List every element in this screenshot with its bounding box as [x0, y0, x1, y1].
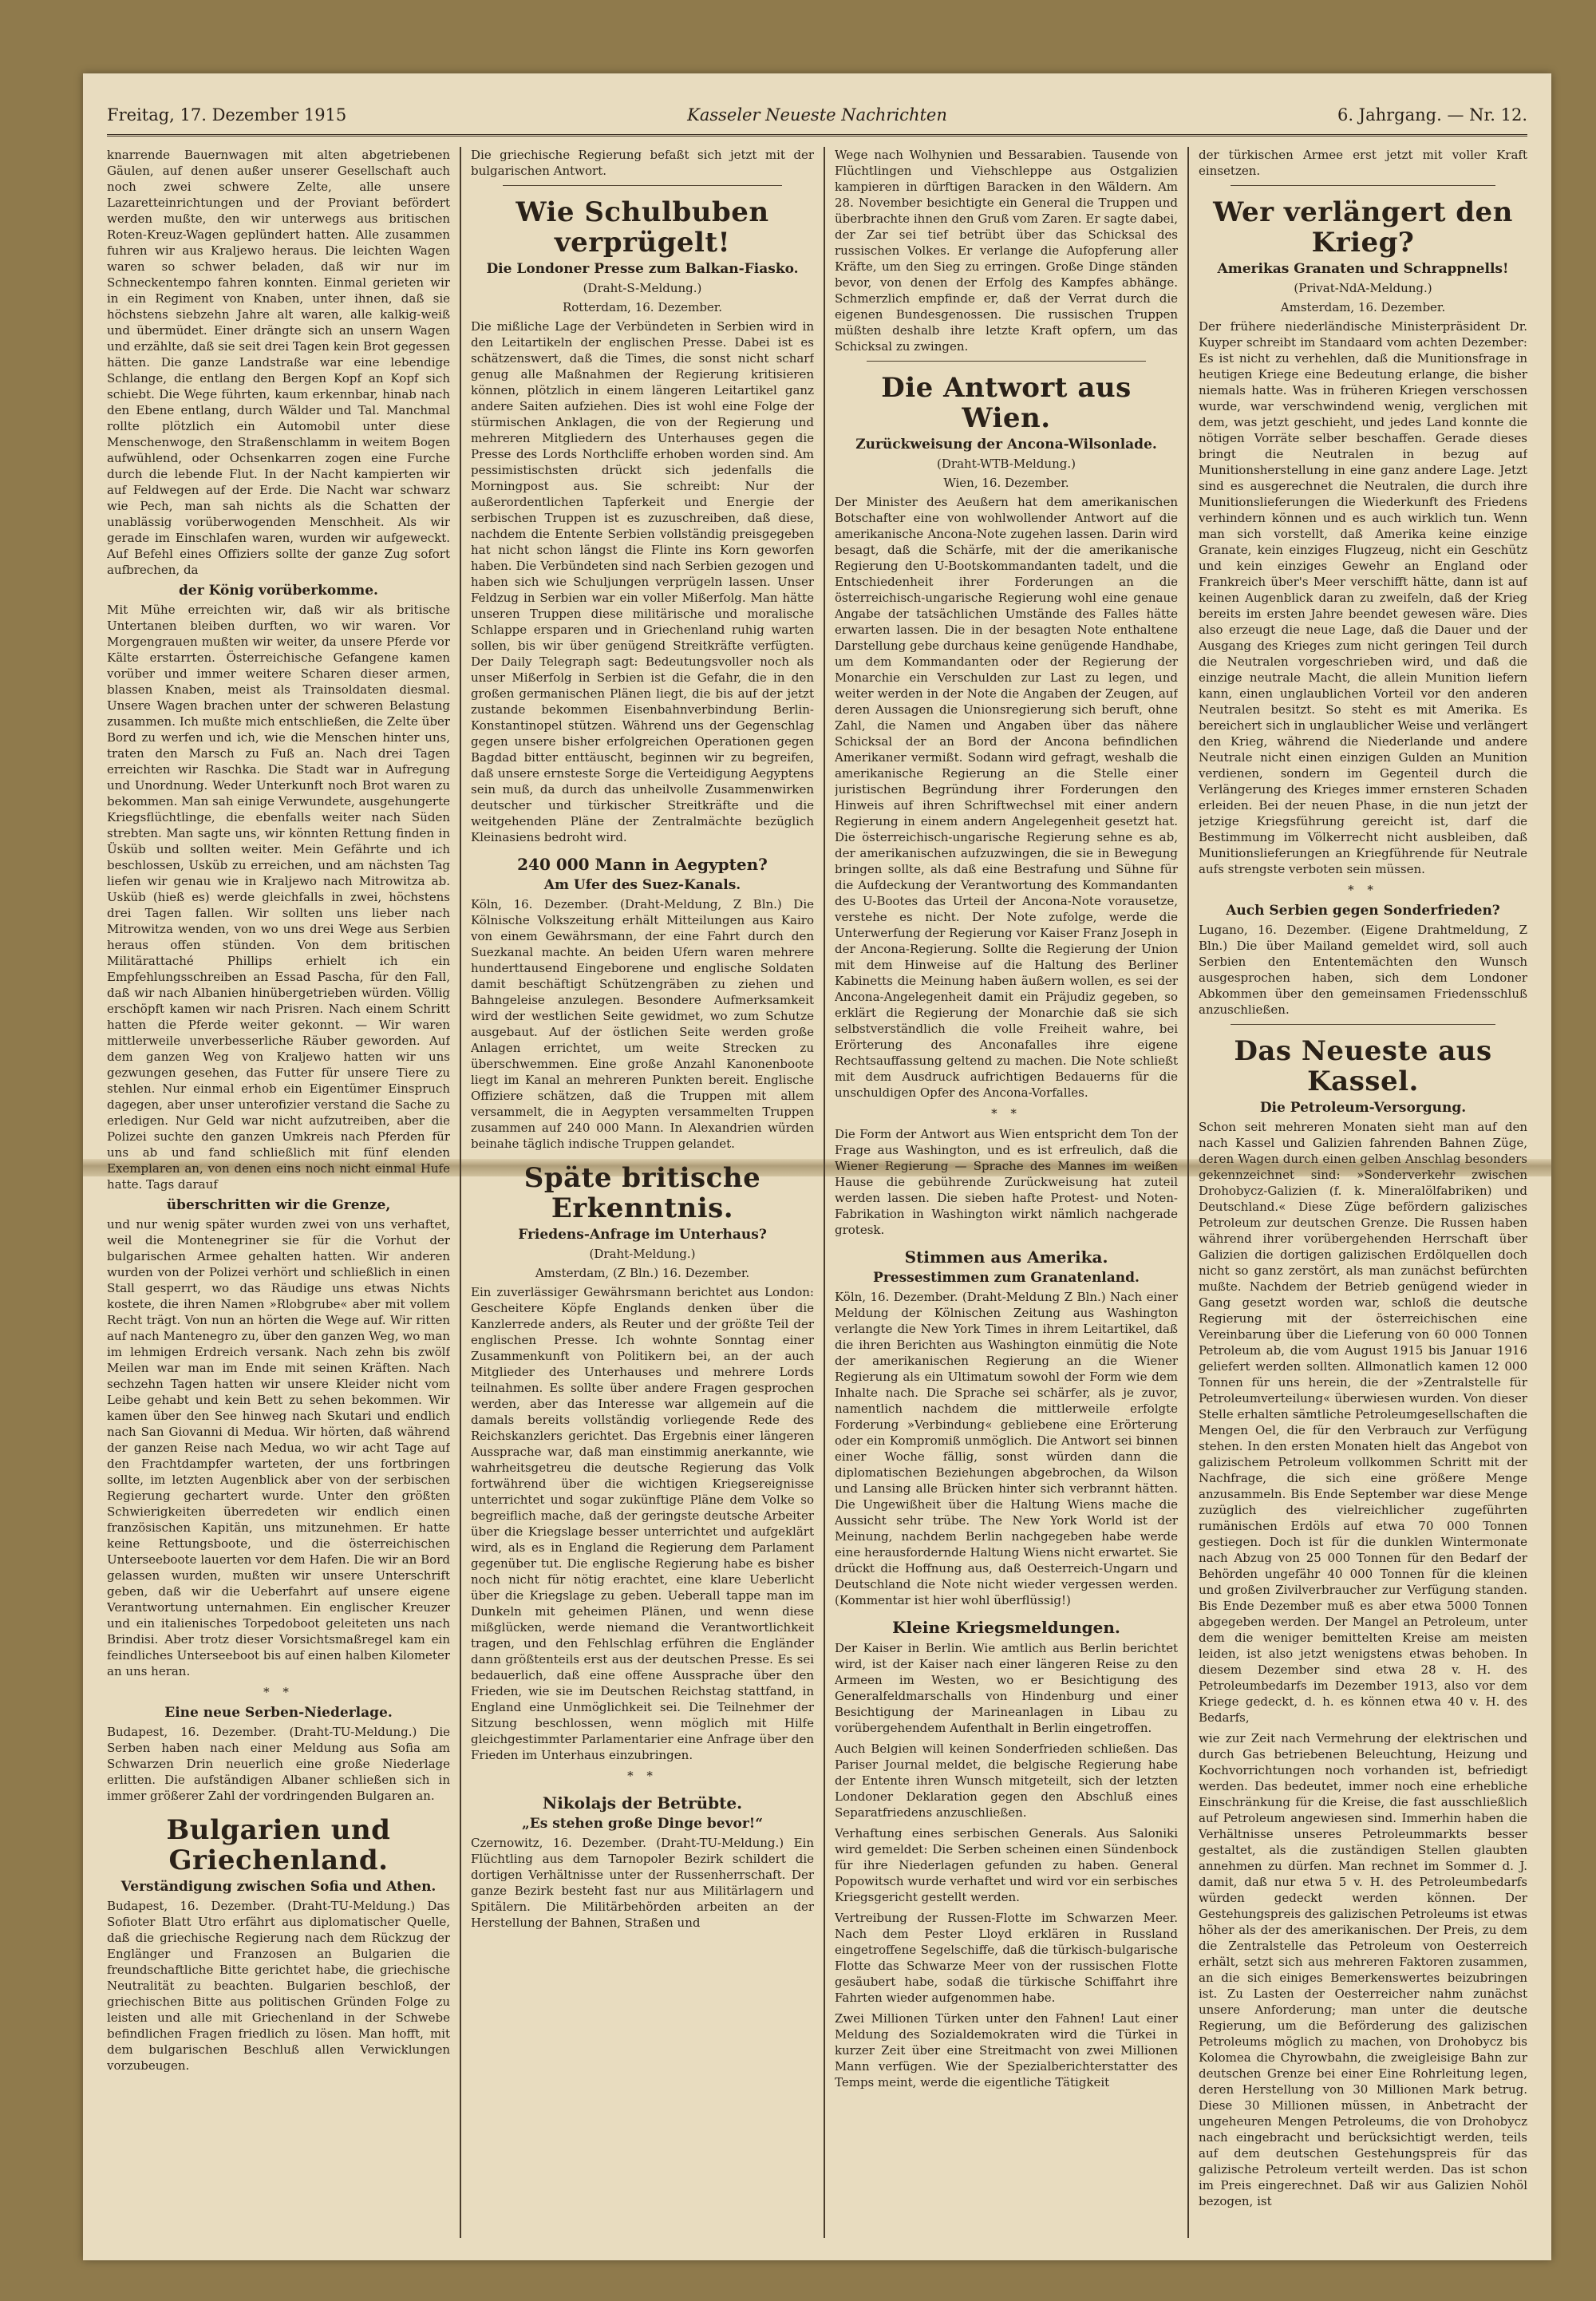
- source-line: (Draht-WTB-Meldung.): [937, 457, 1076, 471]
- article-headline: Stimmen aus Amerika.: [904, 1247, 1108, 1267]
- column-2: [471, 147, 814, 2238]
- article-headline: Bulgarien und Griechenland.: [166, 1814, 391, 1876]
- article-headline: Späte britische Erkenntnis.: [523, 1162, 761, 1224]
- dateline: Rotterdam, 16. Dezember.: [562, 300, 723, 314]
- column-rule: [460, 147, 461, 2238]
- separator-stars: * *: [1348, 883, 1378, 897]
- article-headline: 240 000 Mann in Aegypten?: [517, 855, 768, 874]
- article-subheadline: Verständigung zwischen Sofia und Athen.: [120, 1879, 437, 1895]
- article-text: Verhaftung eines serbischen Generals. Aus Saloniki wird gemeldet: Die Serben scheinen einen Sündenbock für ihre Niederlagen gefunden zu haben. General Popowitsch wurde verhaftet und wird vor ein serbisches Kriegsgericht gestellt werden.: [835, 1826, 1178, 1904]
- article-text: Der Minister des Aeußern hat dem amerikanischen Botschafter eine von wohlwollender Antwort auf die amerikanische Ancona-Note zugehen lassen. Darin wird besagt, daß die Schärfe, mit der die amerikanische Regierung den U-Bootskommandanten tadelt, und die Entschiedenheit ihrer Forderungen an die österreichisch-ungarische Regierung wohl eine genaue Angabe der tatsächlichen Umstände des Falles hätte erwarten lassen. Die in der besagten Note enthaltene Darstellung gebe durchaus keine genügende Handhabe, um dem Kommandanten oder der Regierung der Monarchie ein Verschulden zur Last zu legen, und weiter werden in der Note die Angaben der Zeugen, auf deren Aussagen die Unionsregierung sich beruft, ohne Zahl, die Namen und Angaben über das nähere Schicksal der an Bord der Ancona befindlichen Amerikaner vermißt. Sodann wird gefragt, weshalb die amerikanische Regierung an die Stelle einer juristischen Begründung ihrer Forderungen den Hinweis auf ihren Schriftwechsel mit einer andern Regierung in einem andern Angelegenheit gesetzt hat. Die österreichisch-ungarische Regierung sehne es ab, der amerikanischen aufzuzwingen, die sie in Bewegung bringen sollte, als daß eine Bestrafung und Sühne für die Aufdeckung der Verantwortung des Kommandanten des U-Bootes das Urteil der Ancona-Note vorausetze, verstehe es nicht. Der Note zufolge, werde die Unterwerfung der Regierung vor Kaiser Franz Joseph in der Ancona-Regierung. Sollte die Regierung der Union mit dem Hinweise auf die Haltung des Berliner Kabinetts die Meinung haben äußern wollen, es sei der Ancona-Angelegenheit damit ein Präjudiz gegeben, so erklärt die Regierung der Monarchie daß sie sich selbstverständlich die volle Freiheit wahre, bei Erörterung des Anconafalles ihre eigene Rechtsauffassung geltend zu machen. Die Note schließt mit dem Ausdruck aufrichtigen Bedauerns für die unschuldigen Opfer des Ancona-Vorfalles.: [835, 495, 1178, 1100]
- dateline: Wien, 16. Dezember.: [943, 476, 1069, 490]
- article-text: Zwei Millionen Türken unter den Fahnen! Laut einer Meldung des Sozialdemokraten wird die Türkei in kurzer Zeit über eine Streitmacht von zwei Millionen Mann verfügen. Wie der Spezialberichterstatter des Temps meint, werde die eigentliche Tätigkeit: [835, 2011, 1178, 2089]
- article-text: knarrende Bauernwagen mit alten abgetriebenen Gäulen, auf denen außer unserer Gesellschaft auch noch zwei schwere Zelte, alle unsere Lazaretteinrichtungen und der Proviant befördert werden mußte, den wir unterwegs aus britischen Roten-Kreuz-Wagen geplündert hatten. Alle zusammen fuhren wir aus Kraljewo heraus. Die leichten Wagen waren so schwer beladen, daß wir nur im Schneckentempo fahren konnten. Einmal gerieten wir in ein Regiment von Knaben, unter ihnen, daß sie höchstens siebzehn Jahre alt waren, alle kalkig-weiß und übermüdet. Einer drängte sich an unsern Wagen und erzählte, daß sie seit drei Tagen kein Brot gegessen hätten. Die ganze Landstraße war eine lebendige Schlange, die entlang den Bergen Kopf an Kopf sich schiebt. Die Wege führten, kaum erkennbar, hinab nach den Ebene entlang, durch Wälder und Tal. Manchmal rollte plötzlich ein Automobil unter diese Menschenwoge, den Straßenschlamm in weitem Bogen aufwühlend, oder Ochsenkarren zogen eine Furche durch die lebende Flut. In der Nacht kampierten wir auf Feldwegen auf der Erde. Die Nacht war schwarz wie Pech, man sah nichts als die Schatten der unablässig vorüberwogenden Menschheit. Als wir gerade im Einschlafen waren, wurden wir aufgeweckt. Auf Befehl eines Offiziers sollte der ganze Zug sofort aufbrechen, da: [107, 148, 450, 577]
- column-rule: [824, 147, 825, 2238]
- column-4: [1199, 147, 1527, 2238]
- article-headline: Wie Schulbuben verprügelt!: [516, 196, 769, 259]
- separator-stars: * *: [627, 1769, 658, 1783]
- separator-stars: * *: [263, 1685, 294, 1699]
- subheading: der König vorüberkomme.: [179, 583, 378, 599]
- separator-line: [1231, 1024, 1495, 1025]
- masthead-line: [107, 99, 1527, 136]
- issue-date: Freitag, 17. Dezember 1915: [107, 105, 347, 125]
- article-subheadline: Amerikas Granaten und Schrappnells!: [1217, 261, 1509, 277]
- article-text: Lugano, 16. Dezember. (Eigene Drahtmeldung, Z Bln.) Die über Mailand gemeldet wird, soll auch Serbien den Ententemächten den Wunsch ausgesprochen haben, sich dem Londoner Abkommen über den gemeinsamen Friedensschluß anzuschließen.: [1199, 923, 1527, 1017]
- column-1: [107, 147, 450, 2238]
- article-text: und nur wenig später wurden zwei von uns verhaftet, weil die Montenegriner sie für die Vorhut der bulgarischen Armee gehalten hatten. Wir anderen wurden von der Polizei verhört und schließlich in einen Stall gesperrt, wo das Räudige uns etwas Nichts kostete, die ihren Namen »Rlobgrube« aber mit vollem Recht trägt. Von nun an hörten die Wege auf. Wir ritten auf nach Mantenegro zu, über den ganzen Weg, wo man im lehmigen Erdreich versank. Nach zehn bis zwölf Meilen war man im Ende mit seinen Kräften. Nach sechzehn Tagen hatten wir unsere Kleider nicht vom Leibe gehabt und kein Bett zu sehen bekommen. Wir kamen über den See hinweg nach Skutari und endlich nach San Giovanni di Medua. Wir hörten, daß während der ganzen Reise nach Medua, wo wir acht Tage auf den Frachtdampfer warteten, der uns fortbringen sollte, im letzten Augenblick aber von der serbischen Regierung gechartert wurde. Unter den größten Schwierigkeiten überredeten wir endlich einen französischen Kapitän, uns mitzunehmen. Er hatte keine Rettungsboote, und die österreichischen Unterseeboote lauerten vor dem Hafen. Die wir an Bord gelassen wurden, mußten wir unsere Unterschrift geben, daß wir die Ueberfahrt auf unsere eigene Verantwortung unternahmen. Ein englischer Kreuzer und ein italienisches Torpedoboot geleiteten uns nach Brindisi. Aber trotz dieser Vorsichtsmaßregel kam ein feindliches Unterseeboot bis auf einen halben Kilometer an uns heran.: [107, 1217, 450, 1678]
- source-line: (Draht-Meldung.): [589, 1247, 696, 1261]
- article-subheadline: Friedens-Anfrage im Unterhaus?: [518, 1227, 767, 1243]
- article-text: Die mißliche Lage der Verbündeten in Serbien wird in den Leitartikeln der englischen Presse. Dabei ist es schätzenswert, daß die Times, die sonst nicht scharf genug alle Maßnahmen der Regierung kritisieren können, plötzlich in einem längeren Leitartikel ganz andere Saiten aufziehen. Dies ist wohl eine Folge der stürmischen Anklagen, die von der Regierung und mehreren Mitgliedern des Unterhauses gegen die Presse des Lords Northcliffe erhoben worden sind. Am pessimistischsten drückt sich jedenfalls die Morningpost aus. Sie schreibt: Nur der außerordentlichen Tapferkeit und Energie der serbischen Truppen ist es zuzuschreiben, daß diese, nachdem die Entente Serbien vollständig preisgegeben hat nicht schon längst die Flinte ins Korn geworfen haben. Die Verbündeten sind nach Serbien gezogen und haben sich wie Schuljungen verprügeln lassen. Unser Feldzug in Serbien war ein voller Mißerfolg. Man hätte unseren Truppen diese militärische und moralische Schlappe ersparen und in Griechenland ruhig warten sollen, bis wir über genügend Streitkräfte verfügten. Der Daily Telegraph sagt: Bedeutungsvoller noch als unser Mißerfolg in Serbien ist die Gefahr, die in den großen germanischen Plänen liegt, die bis auf der jetzt zustande bekommen Eisenbahnverbindung Berlin-Konstantinopel stützen. Während uns der Gegenschlag gegen unsere bisher erfolgreichen Operationen gegen Bagdad bitter enttäuscht, beginnen wir zu begreifen, daß unsere ernsteste Sorge die Verteidigung Aegyptens sein muß, da durch das unheilvolle Zusammenwirken deutscher und türkischer Streitkräfte und die weitgehenden Pläne der Zentralmächte bezüglich Kleinasiens bedroht wird.: [471, 319, 814, 844]
- separator-stars: * *: [991, 1106, 1021, 1121]
- article-text: Der frühere niederländische Ministerpräsident Dr. Kuyper schreibt im Standaard vom achten Dezember: Es ist nicht zu verhehlen, daß die Munitionsfrage in heutigen Kriege eine Bedeutung erlange, die bisher niemals hatte. Was in früheren Kriegen verschossen wurde, war verschwindend wenig, verglichen mit dem, was jetzt geschieht, und jedes Land konnte die nötigen Vorräte selber beschaffen. Gerade dieses bringt die Neutralen in bezug auf Munitionsherstellung in eine ganz andere Lage. Jetzt sind es ausgerechnet die Neutralen, die durch ihre Munitionslieferungen die Wiederkunft des Friedens verhindern können und es auch wirklich tun. Wenn man sich vorstellt, daß Amerika keine einzige Granate, kein einziges Flugzeug, nicht ein Geschütz und kein einziges Gewehr an England oder Frankreich über's Meer verschifft hätte, dann ist auf keinen Augenblick daran zu zweifeln, daß der Krieg bereits im ersten Jahre beendet gewesen wäre. Dies also erzeugt die neue Lage, daß die Dauer und der Ausgang des Krieges zum nicht geringen Teil durch die Neutralen vorgeschrieben wird, und daß die einzige neutrale Macht, die allein Munition liefern kann, einen unglaublichen Vorteil vor den anderen Neutralen besitzt. So steht es mit Amerika. Es bereichert sich in unglaublicher Weise und verlängert den Krieg, während die Niederlande und andere Neutrale nicht einen einzigen Gulden an Munition verdienen, sondern im Gegenteil durch die Verlängerung des Krieges immer ernsteren Schaden erleiden. Bei der neuen Phase, in die nun jetzt der jetzige Kriegsführung gereicht ist, darf die Bestimmung im Völkerrecht nicht ausbleiben, daß Munitionslieferungen an Kriegführende für Neutrale aufs strengste verboten sein müssen.: [1199, 319, 1527, 876]
- article-text: Ein zuverlässiger Gewährsmann berichtet aus London: Gescheitere Köpfe Englands denken über die Kanzlerrede anders, als Reuter und der größte Teil der englischen Presse. Ich wohnte Sonntag einer Zusammenkunft von Politikern bei, an der auch Mitglieder des Unterhauses und mehrere Lords teilnahmen. Es sollte über andere Fragen gesprochen werden, aber das Interesse war allgemein auf die damals bereits vollständig vorliegende Rede des Reichskanzlers gerichtet. Das Ergebnis einer längeren Aussprache war, daß man einstimmig anerkannte, wie wahrheitsgetreu die deutsche Regierung das Volk fortwährend über die wichtigen Kriegsereignisse unterrichtet und sogar zukünftige Pläne dem Volke so begreiflich mache, daß der geringste deutsche Arbeiter über die Kriegslage besser unterrichtet und aufgeklärt wird, als es in England die Regierung dem Parlament gegenüber tut. Die englische Regierung habe es bisher noch nicht für nötig erachtet, eine klare Ueberlicht über die Kriegslage zu geben. Ueberall tappe man im Dunkeln mit geheimen Plänen, und wenn diese mißglücken, werde niemand die Verantwortlichkeit tragen, und den Fehlschlag erführen die Engländer dann größtenteils erst aus der deutschen Presse. Es sei bedauerlich, daß eine offene Aussprache über den Frieden, wie sie im Deutschen Reichstag stattfand, in England eine Unmöglichkeit sei. Die Teilnehmer der Sitzung beschlossen, wenn möglich mit Hilfe gleichgestimmter Parlamentarier eine Anfrage über den Frieden im Unterhaus einzubringen.: [471, 1285, 814, 1762]
- article-text: Köln, 16. Dezember. (Draht-Meldung, Z Bln.) Die Kölnische Volkszeitung erhält Mitteilungen aus Kairo von einem Gewährsmann, der eine Fahrt durch den Suezkanal machte. An beiden Ufern waren mehrere hunderttausend Eingeborene und englische Soldaten damit beschäftigt Schützengräben zu ziehen und Bahngeleise anzulegen. Besondere Aufmerksamkeit wird der westlichen Seite gewidmet, wo zum Schutze ausgebaut. Auf der östlichen Seite werden große Anlagen errichtet, um weite Strecken zu überschwemmen. Eine große Anzahl Kanonenboote liegt im Kanal an mehreren Punkten bereit. Englische Offiziere schätzen, daß die Truppen mit allem versammelt, die in Aegypten versammelten Truppen zusammen auf 240 000 Mann. In Alexandrien würden beinahe täglich indische Truppen gelandet.: [471, 897, 814, 1151]
- article-text: Schon seit mehreren Monaten sieht man auf den nach Kassel und Galizien fahrenden Bahnen Züge, deren Wagen durch einen gelben Anschlag besonders gekennzeichnet sind: »Sonderverkehr zwischen Drohobycz-Galizien (f. k. Mineralölfabriken) und Deutschland.« Diese Züge befördern galizisches Petroleum zur deutschen Grenze. Die Russen haben während ihrer vorübergehenden Herrschaft über Galizien die dortigen galizischen Erdölquellen doch nicht so ganz zerstört, als man zunächst befürchten mußte. Nachdem der Betrieb genügend wieder in Gang gesetzt worden war, schloß die deutsche Regierung mit der österreichischen eine Vereinbarung über die Lieferung von 60 000 Tonnen Petroleum ab, die vom August 1915 bis Januar 1916 geliefert werden sollten. Allmonatlich kamen 12 000 Tonnen für uns herein, die der »Zentralstelle für Petroleumverteilung« überwiesen wurden. Von dieser Stelle erhalten sämtliche Petroleumgesellschaften die Mengen Oel, die für den Verbrauch zur Verfügung stehen. In den ersten Monaten hielt das Angebot von galizischem Petroleum vollkommen Schritt mit der Nachfrage, die sich eine größere Menge anzusammeln. Bis Ende September war diese Menge zuzüglich des vielreichlicher zugeführten rumänischen Erdöls auf etwa 70 000 Tonnen gestiegen. Doch ist für die dunklen Wintermonate nach Abzug von 25 000 Tonnen für den Bedarf der Behörden ungefähr 40 000 Tonnen für die kleinen und großen Zivilverbraucher zur Verfügung standen. Bis Ende Dezember muß es aber etwa 5000 Tonnen abgegeben werden. Der Mangel an Petroleum, unter dem die weniger bemittelten Kreise am meisten leiden, ist also jetzt wenigstens etwas behoben. In diesem Dezember sind etwa 28 v. H. des Petroleumbedarfs im Dezember 1913, also vor dem Kriege gedeckt, d. h. es können etwa 40 v. H. des Bedarfs,: [1199, 1120, 1527, 1725]
- article-text: Der Kaiser in Berlin. Wie amtlich aus Berlin berichtet wird, ist der Kaiser nach einer längeren Reise zu den Armeen im Westen, wo er Besichtigung des Generalfeldmarschalls von Hindenburg und einer Besichtigung der Marineanlagen in Libau zu vorübergehendem Aufenthalt in Berlin eingetroffen.: [835, 1641, 1178, 1735]
- article-subheadline: „Es stehen große Dinge bevor!“: [521, 1816, 764, 1832]
- article-text: Köln, 16. Dezember. (Draht-Meldung Z Bln.) Nach einer Meldung der Kölnischen Zeitung aus Washington verlangte die New York Times in ihrem Leitartikel, daß die ihren Berichten aus Washington einmütig die Note der amerikanischen Regierung an die Wiener Regierung als ein Ultimatum sowohl der Form wie dem Inhalte nach. Die Sprache sei schärfer, als je zuvor, namentlich nachdem die mittlerweile erfolgte Forderung »Verbindung« gebliebene eine Erörterung oder ein Kompromiß unmöglich. Die Antwort sei binnen einer Woche fällig, sonst würden dann die diplomatischen Beziehungen abgebrochen, da Wilson und Lansing alle Brücken hinter sich verbrannt hätten. Die Ungewißheit über die Haltung Wiens mache die Aussicht sehr trübe. The New York World ist der Meinung, nachdem Berlin nachgegeben habe werde eine herausfordernde Haltung Wiens nicht erwartet. Sie drückt die Hoffnung aus, daß Oesterreich-Ungarn und Deutschland die Note nicht wieder vergessen werden. (Kommentar ist hier wohl überflüssig!): [835, 1290, 1178, 1607]
- source-line: (Draht-S-Meldung.): [583, 281, 702, 295]
- separator-line: [1231, 185, 1495, 186]
- article-text: Czernowitz, 16. Dezember. (Draht-TU-Meldung.) Ein Flüchtling aus dem Tarnopoler Bezirk schildert die dortigen Verhältnisse unter der Russenherrschaft. Der ganze Bezirk besteht fast nur aus Militärlagern und Spitälern. Die Militärbehörden arbeiten an der Herstellung der Bahnen, Straßen und: [471, 1836, 814, 1930]
- article-headline: Wer verlängert den Krieg?: [1213, 196, 1513, 259]
- article-text: Vertreibung der Russen-Flotte im Schwarzen Meer. Nach dem Pester Lloyd erklären in Russland eingetroffene Segelschiffe, daß die türkisch-bulgarische Flotte das Schwarze Meer von der russischen Flotte gesäubert habe, sodaß die türkische Schiffahrt ihre Fahrten wieder aufgenommen habe.: [835, 1911, 1178, 2005]
- separator-line: [503, 185, 782, 186]
- article-subheadline: Am Ufer des Suez-Kanals.: [543, 877, 741, 893]
- article-text: Wege nach Wolhynien und Bessarabien. Tausende von Flüchtlingen und Viehschleppe aus Ostgalizien kampieren in dürftigen Baracken in den Wäldern. Am 28. November besichtigte ein General die Truppen und überbrachte ihnen den Gruß vom Zaren. Er sagte dabei, der Zar sei tief betrübt über das Schicksal des russischen Volkes. Er verlange die Aufopferung aller Kräfte, um den Sieg zu erringen. Große Dinge ständen bevor, von denen der Erfolg des Kampfes abhänge. Schmerzlich empfinde er, daß der Verrat durch die eigenen Bundesgenossen. Die russischen Truppen müßten deshalb ihre letzte Kraft opfern, um das Schicksal zu zwingen.: [835, 148, 1178, 354]
- article-headline: Auch Serbien gegen Sonderfrieden?: [1226, 903, 1500, 919]
- article-text: Budapest, 16. Dezember. (Draht-TU-Meldung.) Die Serben haben nach einer Meldung aus Sofia am Schwarzen Drin neuerlich eine große Niederlage erlitten. Die aufständigen Albaner schließen sich in immer größerer Zahl der vordringenden Bulgaren an.: [107, 1725, 450, 1803]
- newspaper-page: [83, 73, 1551, 2260]
- article-subheadline: Pressestimmen zum Granatenland.: [873, 1270, 1140, 1286]
- article-text: wie zur Zeit nach Vermehrung der elektrischen und durch Gas betriebenen Beleuchtung, Heizung und Kochvorrichtungen noch vorhanden ist, befriedigt werden. Das bedeutet, immer noch eine erhebliche Einschränkung für die Kreise, die fast ausschließlich auf Petroleum angewiesen sind. Immerhin haben die Verhältnisse unseres Petroleummarkts besser gestaltet, als die zuständigen Stellen glaubten annehmen zu dürfen. Man rechnet im Sommer d. J. damit, daß nur etwa 5 v. H. des Petroleumbedarfs würden gedeckt werden können. Der Gestehungspreis des galizischen Petroleums ist etwas höher als der des amerikanischen. Der Preis, zu dem die Zentralstelle das Petroleum von Oesterreich erhält, setzt sich aus mehreren Faktoren zusammen, an die sich einiges Bemerkenswertes beizubringen ist. Zu Lasten der Oesterreicher nahm zunächst unsere Anforderung; man unter die deutsche Regierung, um die Beförderung des galizischen Petroleums möglich zu machen, von Drohobycz bis Kolomea die Chyrowbahn, die zweigleisige Bahn zur deutschen Grenze bei einer Eine Rohrleitung legen, deren Herstellung von 30 Millionen Mark betrug. Diese 30 Millionen müssen, in Anbetracht der ungeheuren Mengen Petroleums, die von Drohobycz nach eingebracht und berücksichtigt werden, teils auf dem deutschen Gestehungspreis für das galizische Petroleum verteilt werden. Das ist schon im Preis eingerechnet. Daß wir aus Galizien Nohöl bezogen, ist: [1199, 1731, 1527, 2208]
- column-rule: [1187, 147, 1189, 2238]
- article-subheadline: Zurückweisung der Ancona-Wilsonlade.: [855, 437, 1157, 453]
- paper-name: Kasseler Neueste Nachrichten: [687, 105, 947, 125]
- subheading: überschritten wir die Grenze,: [166, 1197, 391, 1213]
- source-line: (Privat-NdA-Meldung.): [1294, 281, 1432, 295]
- dateline: Amsterdam, 16. Dezember.: [1280, 300, 1446, 314]
- article-text: Die griechische Regierung befaßt sich jetzt mit der bulgarischen Antwort.: [471, 148, 814, 178]
- article-text: Budapest, 16. Dezember. (Draht-TU-Meldung.) Das Sofioter Blatt Utro erfährt aus diplomatischer Quelle, daß die griechische Regierung nach dem Rückzug der Englänger und Franzosen an Bulgarien die freundschaftliche Bitte gerichtet habe, die griechische Neutralität zu beachten. Bulgarien beschloß, der griechischen Bitte aus politischen Gründen Folge zu leisten und alle mit Griechenland in der Schwebe befindlichen Fragen friedlich zu lösen. Man hofft, mit dem bulgarischen Beschluß allen Verwicklungen vorzubeugen.: [107, 1899, 450, 2073]
- article-headline: Das Neueste aus Kassel.: [1234, 1035, 1492, 1097]
- column-3: [835, 147, 1178, 2238]
- article-subheadline: Die Petroleum-Versorgung.: [1259, 1100, 1467, 1116]
- article-headline: Kleine Kriegsmeldungen.: [892, 1618, 1120, 1637]
- separator-line: [867, 361, 1146, 362]
- dateline: Amsterdam, (Z Bln.) 16. Dezember.: [535, 1266, 750, 1280]
- issue-number: 6. Jahrgang. — Nr. 12.: [1337, 105, 1527, 125]
- article-headline: Nikolajs der Betrübte.: [542, 1793, 743, 1813]
- article-text: Auch Belgien will keinen Sonderfrieden schließen. Das Pariser Journal meldet, die belgische Regierung habe der Entente ihren Wunsch mitgeteilt, sich der letzten Londoner Deklaration gegen den Abschluß eines Separatfriedens anzuschließen.: [835, 1742, 1178, 1820]
- article-text: Mit Mühe erreichten wir, daß wir als britische Untertanen bleiben durften, wo wir waren. Vor Morgengrauen mußten wir weiter, da unsere Pferde vor Kälte erstarrten. Österreichische Gefangene kamen vorüber und immer weitere Scharen dieser armen, blassen Knaben, meist als Trainsoldaten diesmal. Unsere Wagen brachen unter der schweren Belastung zusammen. Ich mußte mich entschließen, die Zelte über Bord zu werfen und ich, wie die Menschen hinter uns, traten den Marsch zu Fuß an. Nach drei Tagen erreichten wir Raschka. Die Stadt war in Aufregung und Unordnung. Weder Unterkunft noch Brot waren zu bekommen. Man sah einige Verwundete, ausgehungerte Kriegsflüchtlinge, die ebenfalls weiter nach Süden strebten. Man sagte uns, wir könnten Rettung finden in Üsküb und sollten weiter. Mein Gefährte und ich beschlossen, Usküb zu erreichen, und am nächsten Tag liefen wir genau wie in Kraljewo nach Mitrowitza ab. Usküb (hieß es) werde gleichfalls in zwei, höchstens drei Tagen fallen. Wir sollten uns lieber nach Mitrowitza wenden, von wo uns drei Wege aus Serbien heraus offen stünden. Von dem britischen Militärattaché Phillips erhielt ich ein Empfehlungsschreiben an Essad Pascha, für den Fall, daß wir nach Albanien hinübergetrieben würden. Völlig erschöpft kamen wir nach Prisren. Nach einem Schritt hatten die Pferde weiter gekonnt. — Wir waren mittlerweile unverbesserliche Räuber geworden. Auf dem ganzen Weg von Kraljewo hatten wir uns gezwungen gesehen, das Futter für unsere Tiere zu stehlen. Nur einmal erhob ein Eigentümer Einspruch dagegen, aber unser unterofizier verstand die Sache zu erledigen. Nur Geld war nicht aufzutreiben, aber die Polizei suchte den ganzen Umkreis nach Pferden für uns ab und fand schließlich mit fünf elenden Exemplaren an, von denen eins noch nicht einmal Hufe hatte. Tags darauf: [107, 603, 450, 1192]
- article-text: Die Form der Antwort aus Wien entspricht dem Ton der Frage aus Washington, und es ist erfreulich, daß die Wiener Regierung — Sprache des Mannes im weißen Hause die gebührende Zurückweisung hat zuteil werden lassen. Die sieben hafte Protest- und Noten-Fabrikation in Washington wirkt nämlich nachgerade grotesk.: [835, 1127, 1178, 1237]
- article-text: der türkischen Armee erst jetzt mit voller Kraft einsetzen.: [1199, 148, 1527, 178]
- article-subheadline: Die Londoner Presse zum Balkan-Fiasko.: [486, 261, 799, 277]
- article-headline: Eine neue Serben-Niederlage.: [164, 1705, 393, 1721]
- article-headline: Die Antwort aus Wien.: [881, 372, 1132, 434]
